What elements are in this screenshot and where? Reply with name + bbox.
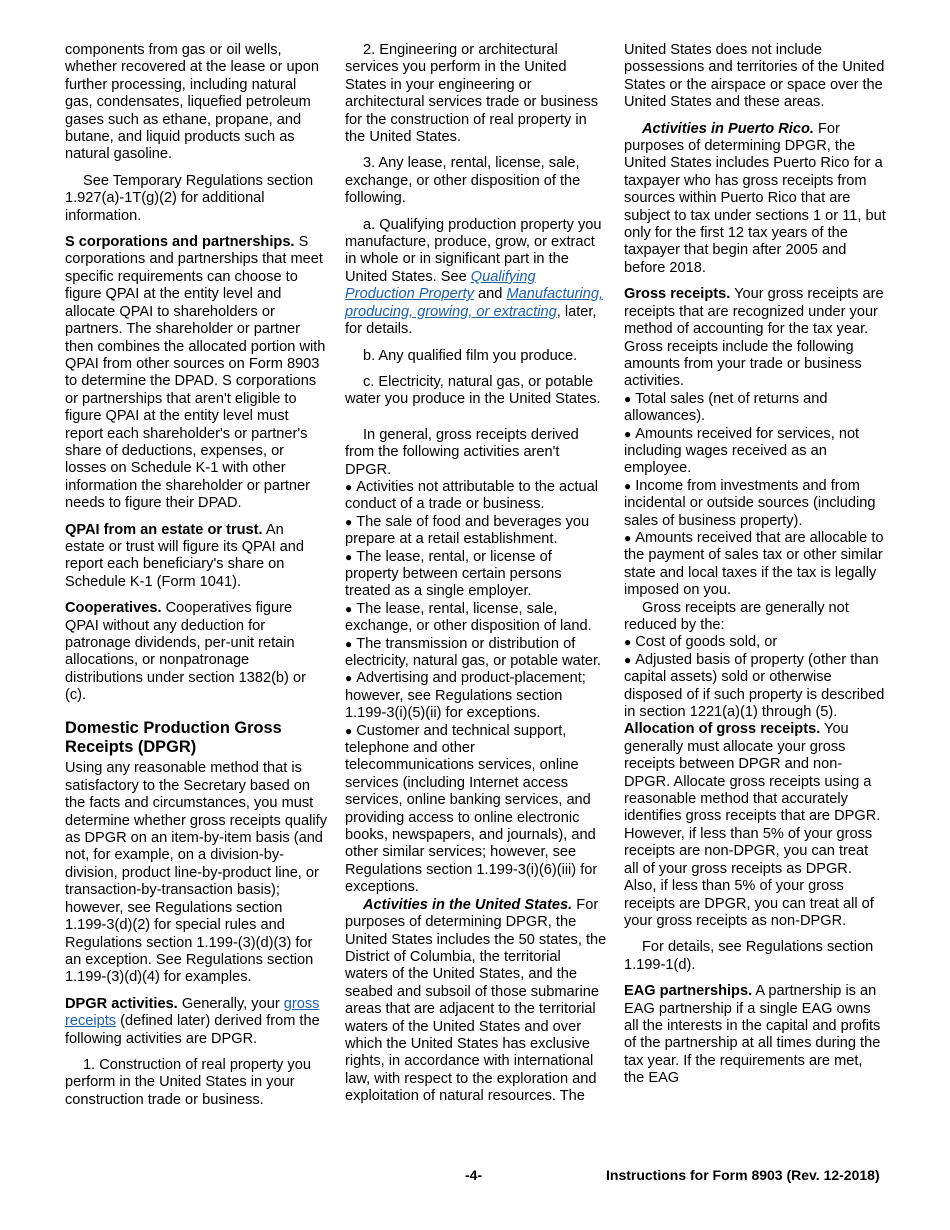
bullet-icon: ● [624, 635, 632, 650]
bullet-item [624, 652, 886, 722]
section-title: EAG partnerships. [624, 983, 753, 1000]
dpgr-activities-section [65, 996, 327, 1048]
bullet-icon: ● [345, 723, 353, 738]
dpgr-heading: Domestic Production Gross Receipts (DPGR) [65, 718, 282, 757]
section-title: Allocation of gross receipts. [624, 721, 821, 738]
list-item: 1. Construction of real property you perform in the United States in your construction trade or business. [65, 1056, 311, 1108]
gross-receipts-bullet-list [624, 391, 886, 600]
activities-puerto-rico-section [624, 121, 886, 278]
allocation-section [624, 721, 886, 930]
section-text: A partnership is an EAG partnership if a single EAG owns all the interests in the capital and profits of the partnership at all times during the tax year. If the requirements are met, the EAG [624, 983, 881, 1087]
column-1 [65, 42, 327, 1118]
qualifying-production-property-link[interactable]: Qualifying Production Property [345, 268, 536, 303]
section-text: (defined later) derived from the following activities are DPGR. [65, 1013, 320, 1047]
bullet-item [624, 634, 886, 651]
not-reduced-bullet-list [624, 634, 886, 721]
bullet-icon: ● [624, 530, 632, 545]
bullet-item [345, 479, 607, 514]
bullet-text: Amounts received that are allocable to the payment of sales tax or other similar state and local taxes if the tax is legally imposed on you. [624, 529, 884, 599]
bullet-text: Adjusted basis of property (other than capital assets) sold or otherwise disposed of if such property is described in section 1221(a)(1) through (5). [624, 651, 885, 721]
bullet-icon: ● [624, 652, 632, 667]
list-item: c. Electricity, natural gas, or potable water you produce in the United States. [345, 373, 601, 408]
item-text: and [478, 286, 503, 303]
section-title: Activities in Puerto Rico. [642, 120, 814, 137]
paragraph: See Temporary Regulations section 1.927(a)-1T(g)(2) for additional information. [65, 172, 314, 224]
gross-receipts-link[interactable]: gross receipts [65, 995, 320, 1030]
qpai-estate-section [65, 522, 327, 592]
bullet-text: Activities not attributable to the actual conduct of a trade or business. [345, 478, 598, 513]
paragraph: For details, see Regulations section 1.199-1(d). [624, 939, 874, 973]
bullet-icon: ● [345, 671, 353, 686]
bullet-item [624, 426, 886, 478]
item-text: , later, for details. [345, 303, 597, 338]
bullet-text: Income from investments and from incidental or outside sources (including sales of business property). [624, 477, 876, 529]
bullet-item [345, 723, 607, 897]
bullet-item [345, 601, 607, 636]
item-text: a. Qualifying production property you manufacture, produce, grow, or extract in whole or in significant part in the United States. See [345, 216, 602, 285]
section-title: QPAI from an estate or trust. [65, 521, 263, 538]
paragraph: In general, gross receipts derived from the following activities aren't DPGR. [345, 426, 579, 478]
section-title: Gross receipts. [624, 286, 731, 303]
paragraph: United States does not include possessions and territories of the United States or the airspace or space over the United States and these areas. [624, 42, 885, 111]
bullet-icon: ● [345, 549, 353, 564]
activities-us-section [345, 897, 607, 1106]
section-text: For purposes of determining DPGR, the United States includes the 50 states, the District of Columbia, the territorial waters of the United States, and the seabed and subsoil of those submarine areas that are adjacent to the territorial waters of the United States and over which the United States has exclusive rights, in accordance with international law, with respect to the exploration and exploitation of natural resources. The [345, 896, 607, 1105]
bullet-item [345, 670, 607, 722]
list-item: 3. Any lease, rental, license, sale, exchange, or other disposition of the following. [345, 155, 581, 207]
bullet-item [624, 391, 886, 426]
bullet-icon: ● [345, 636, 353, 651]
bullet-text: Amounts received for services, not including wages received as an employee. [624, 425, 860, 477]
section-text: Your gross receipts are receipts that are recognized under your method of accounting for the tax year. Gross receipts include the following amounts from your trade or business activities. [624, 286, 884, 390]
bullet-icon: ● [345, 514, 353, 529]
bullet-icon: ● [624, 426, 632, 441]
paragraph: components from gas or oil wells, whether recovered at the lease or upon further processing, including natural gas, condensates, liquefied petroleum gases such as ethane, propane, and butane, and liquid products such as natural gasoline. [65, 42, 319, 163]
section-title: S corporations and partnerships. [65, 234, 295, 251]
bullet-item [624, 530, 886, 600]
section-text: Generally, your [181, 995, 280, 1012]
bullet-text: Customer and technical support, telephone and other telecommunications services, online services (including Internet access services, online banking services, and providing access to online electronic books, newspapers, and journals), and other similar services; however, see Regulations section 1.199-3(i)(6)(iii) for exceptions. [345, 722, 598, 896]
list-item [345, 217, 607, 339]
footer-title: Instructions for Form 8903 (Rev. 12-2018) [606, 1167, 880, 1183]
list-item: 2. Engineering or architectural services you perform in the United States in your engineering or architectural services trade or business for the construction of real property in the United States. [345, 42, 599, 146]
not-dpgr-bullet-list [345, 479, 607, 897]
bullet-item [345, 549, 607, 601]
section-title: Activities in the United States. [363, 896, 573, 913]
bullet-text: The lease, rental, license, sale, exchange, or other disposition of land. [345, 600, 592, 635]
section-title: DPGR activities. [65, 995, 178, 1012]
column-3 [624, 42, 886, 1097]
section-text: An estate or trust will figure its QPAI and report each beneficiary's share on Schedule K-1 (Form 1041). [65, 521, 305, 590]
page-number: -4- [465, 1167, 483, 1183]
bullet-icon: ● [345, 601, 353, 616]
section-text: For purposes of determining DPGR, the United States includes Puerto Rico for a taxpayer who has gross receipts from sources within Puerto Rico that are subject to tax under sections 1 or 11, but only for the first 12 tax years of the taxpayer that begin after 2005 and before 2018. [624, 120, 886, 276]
section-text: Cooperatives figure QPAI without any deduction for patronage dividends, per-unit retain allocations, or nonpatronage distributions under section 1382(b) or (c). [65, 600, 306, 704]
section-text: You generally must allocate your gross receipts between DPGR and non-DPGR. Allocate gross receipts using a reasonable method that accurately identifies gross receipts that are DPGR. However, if less than 5% of your gross receipts are non-DPGR, you can treat all of your gross receipts as DPGR. Also, if less than 5% of your gross receipts are DPGR, you can treat all of your gross receipts as non-DPGR. [624, 721, 881, 929]
paragraph: Gross receipts are generally not reduced by the: [624, 599, 849, 633]
manufacturing-link[interactable]: Manufacturing, producing, growing, or extracting [345, 286, 604, 320]
section-title: Cooperatives. [65, 600, 162, 617]
eag-partnerships-section [624, 983, 886, 1087]
paragraph: Using any reasonable method that is satisfactory to the Secretary based on the facts and circumstances, you must determine whether gross receipts qualify as DPGR on an item-by-item basis (and not, for example, on a division-by-division, product line-by-product line, or transaction-by-transaction basis); however, see Regulations section 1.199-3(d)(2) for special rules and Regulations section 1.199-(3)(d)(3) for an exception. See Regulations section 1.199-(3)(d)(4) for examples. [65, 760, 328, 986]
bullet-text: Advertising and product-placement; however, see Regulations section 1.199-3(i)(5)(ii) for exceptions. [345, 670, 586, 722]
bullet-text: The lease, rental, or license of property between certain persons treated as a single employer. [345, 548, 562, 600]
bullet-text: The sale of food and beverages you prepare at a retail establishment. [345, 513, 590, 548]
bullet-text: Cost of goods sold, or [635, 634, 778, 651]
bullet-icon: ● [624, 478, 632, 493]
bullet-item [624, 478, 886, 530]
bullet-item [345, 514, 607, 549]
bullet-text: Total sales (net of returns and allowances). [624, 390, 828, 425]
bullet-icon: ● [624, 391, 632, 406]
gross-receipts-section [624, 286, 886, 390]
list-item: b. Any qualified film you produce. [363, 347, 578, 364]
section-text: S corporations and partnerships that meet specific requirements can choose to figure QPAI at the entity level and allocate QPAI to shareholders or partners. The shareholder or partner then combines the allocated portion with QPAI from other sources on Form 8903 to determine the DPAD. S corporations or partnerships that aren't eligible to figure QPAI at the entity level must report each shareholder's or partner's share of deductions, expenses, or losses on Schedule K-1 with other information the shareholder or partner needs to figure their DPAD. [65, 234, 326, 512]
s-corporations-section [65, 234, 327, 513]
bullet-icon: ● [345, 479, 353, 494]
bullet-text: The transmission or distribution of electricity, natural gas, or potable water. [345, 635, 602, 669]
column-2 [345, 42, 607, 1115]
bullet-item [345, 636, 607, 671]
cooperatives-section [65, 600, 327, 704]
